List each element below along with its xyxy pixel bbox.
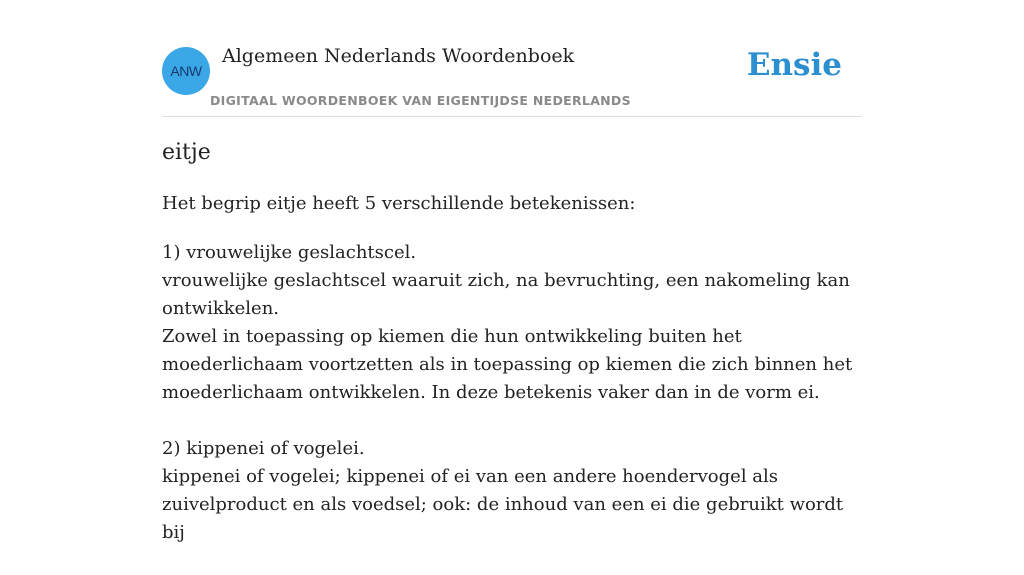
meaning-definition: kippenei of vogelei; kippenei of ei van een andere hoendervogel als zuivelproduct en als voedsel; ook: de inhoud van een ei die gebruikt wordt bij: [162, 466, 844, 543]
site-subtitle: DIGITAAL WOORDENBOEK VAN EIGENTIJDSE NEDERLANDS: [210, 93, 631, 108]
meaning-item: [162, 435, 862, 547]
anw-logo[interactable]: ANW: [162, 47, 210, 95]
entry-title: eitje: [162, 140, 211, 165]
entry-intro: Het begrip eitje heeft 5 verschillende betekenissen:: [162, 193, 636, 214]
meaning-definition: vrouwelijke geslachtscel waaruit zich, na bevruchting, een nakomeling kan ontwikkelen.: [162, 270, 850, 319]
site-title[interactable]: Algemeen Nederlands Woordenboek: [222, 45, 575, 67]
meaning-heading: 1) vrouwelijke geslachtscel.: [162, 242, 417, 263]
content-container: [162, 0, 862, 543]
meaning-item: [162, 239, 862, 407]
meaning-note: Zowel in toepassing op kiemen die hun ontwikkeling buiten het moederlichaam voortzetten als in toepassing op kiemen die zich binnen het moederlichaam ontwikkelen. In deze betekenis vaker dan in de vorm ei.: [162, 326, 853, 403]
meaning-heading: 2) kippenei of vogelei.: [162, 438, 365, 459]
ensie-brand-link[interactable]: Ensie: [746, 47, 842, 83]
site-header: [162, 0, 862, 117]
meanings-list: [162, 239, 862, 575]
